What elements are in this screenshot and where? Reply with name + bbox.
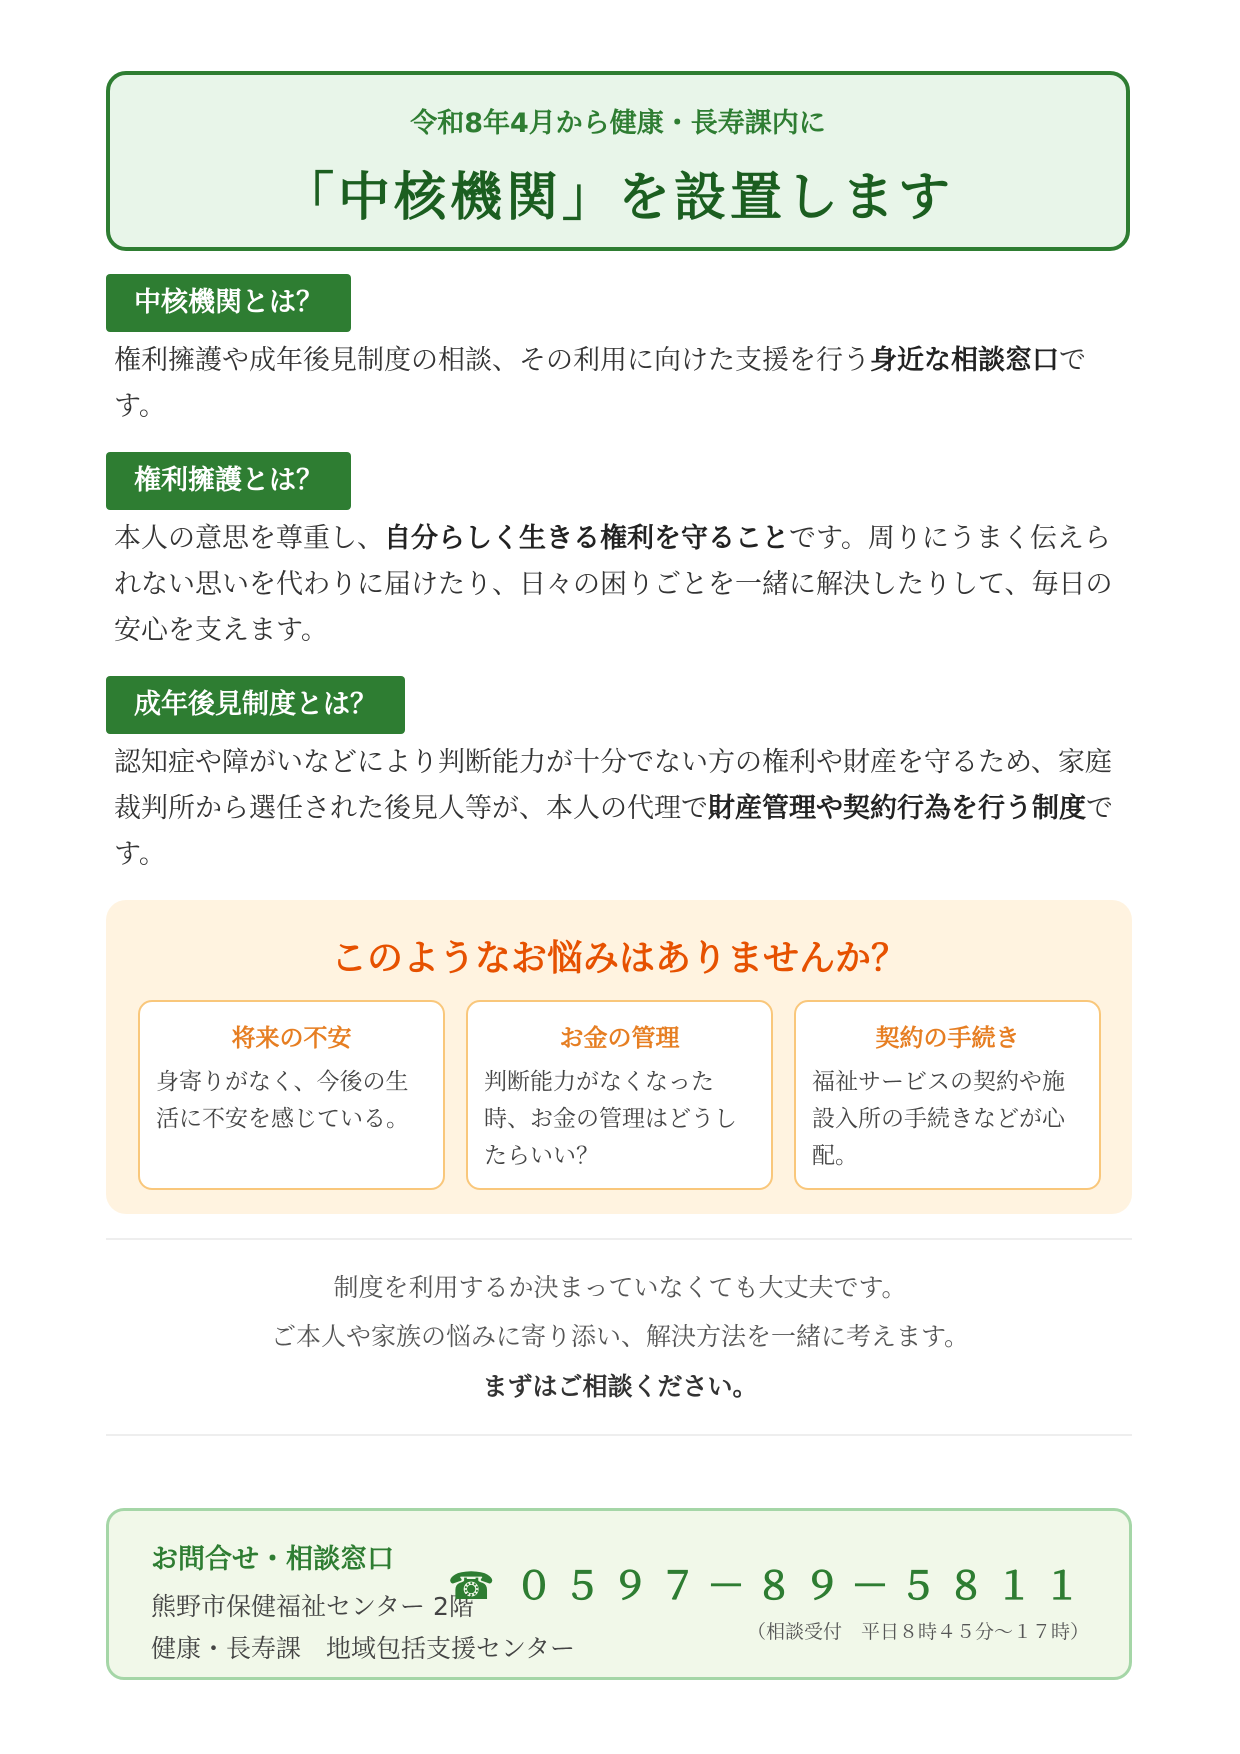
worry-card-contract <box>794 1000 1101 1190</box>
contact-title: お問合せ・相談窓口 <box>151 1544 394 1575</box>
worry-card-text: 身寄りがなく、今後の生活に不安を感じている。 <box>156 1069 409 1132</box>
section-body-chukaku <box>114 338 1134 430</box>
worries-box <box>106 900 1132 1214</box>
section-body-kenri-yogo <box>114 516 1134 654</box>
section-label-chukaku: 中核機関とは？ <box>106 274 351 332</box>
message-line-3: まずはご相談ください。 <box>482 1372 758 1401</box>
worry-card-money <box>466 1000 773 1190</box>
section-body-seinen-kouken <box>114 740 1134 878</box>
phone-icon: ☎ <box>447 1564 495 1608</box>
worry-card-future <box>138 1000 445 1190</box>
body-bold-text: 身近な相談窓口 <box>870 345 1059 376</box>
worry-card-text: 福祉サービスの契約や施設入所の手続きなどが心配。 <box>812 1069 1065 1169</box>
worries-title: このようなお悩みはありませんか？ <box>330 938 907 979</box>
worry-card-text: 判断能力がなくなった時、お金の管理はどうしたらいい？ <box>484 1069 737 1169</box>
body-text: です。 <box>114 345 1086 422</box>
section-label-kenri-yogo: 権利擁護とは？ <box>106 452 351 510</box>
worry-card-title: 将来の不安 <box>231 1024 352 1052</box>
message-line-1: 制度を利用するか決まっていなくても大丈夫です。 <box>333 1273 907 1302</box>
body-text: 認知症や障がいなどにより判断能力が十分でない方の権利や財産を守るため、家庭裁判所から選任された後見人等が、本人の代理で <box>114 747 1112 824</box>
body-bold-text: 自分らしく生きる権利を守ること <box>384 523 789 554</box>
divider-top <box>106 1238 1132 1240</box>
phone-number[interactable]: ０５９７－８９－５８１１ <box>514 1564 1091 1608</box>
worry-card-title: お金の管理 <box>559 1024 680 1052</box>
header-box <box>106 71 1130 251</box>
section-label-seinen-kouken: 成年後見制度とは？ <box>106 676 405 734</box>
message-line-2: ご本人や家族の悩みに寄り添い、解決方法を一緒に考えます。 <box>270 1322 969 1351</box>
body-text: 本人の意思を尊重し、 <box>114 523 384 554</box>
body-bold-text: 財産管理や契約行為を行う制度 <box>708 793 1086 824</box>
contact-hours: （相談受付 平日８時４５分～１７時） <box>746 1621 1089 1643</box>
divider-bottom <box>106 1434 1132 1436</box>
worry-card-title: 契約の手続き <box>875 1024 1020 1052</box>
contact-phone[interactable] <box>448 1555 1091 1610</box>
contact-box <box>106 1508 1132 1680</box>
contact-address: 熊野市保健福祉センター 2階 <box>151 1592 474 1621</box>
header-title: 「中核機関」を設置します <box>281 168 954 228</box>
header-subtitle: 令和8年4月から健康・長寿課内に <box>410 108 826 139</box>
body-text: です。周りにうまく伝えられない思いを代わりに届けたり、日々の困りごとを一緒に解決したりして、毎日の安心を支えます。 <box>114 523 1113 646</box>
contact-department: 健康・長寿課 地域包括支援センター <box>151 1634 576 1663</box>
body-text: 権利擁護や成年後見制度の相談、その利用に向けた支援を行う <box>114 345 870 376</box>
body-text: です。 <box>114 793 1113 870</box>
